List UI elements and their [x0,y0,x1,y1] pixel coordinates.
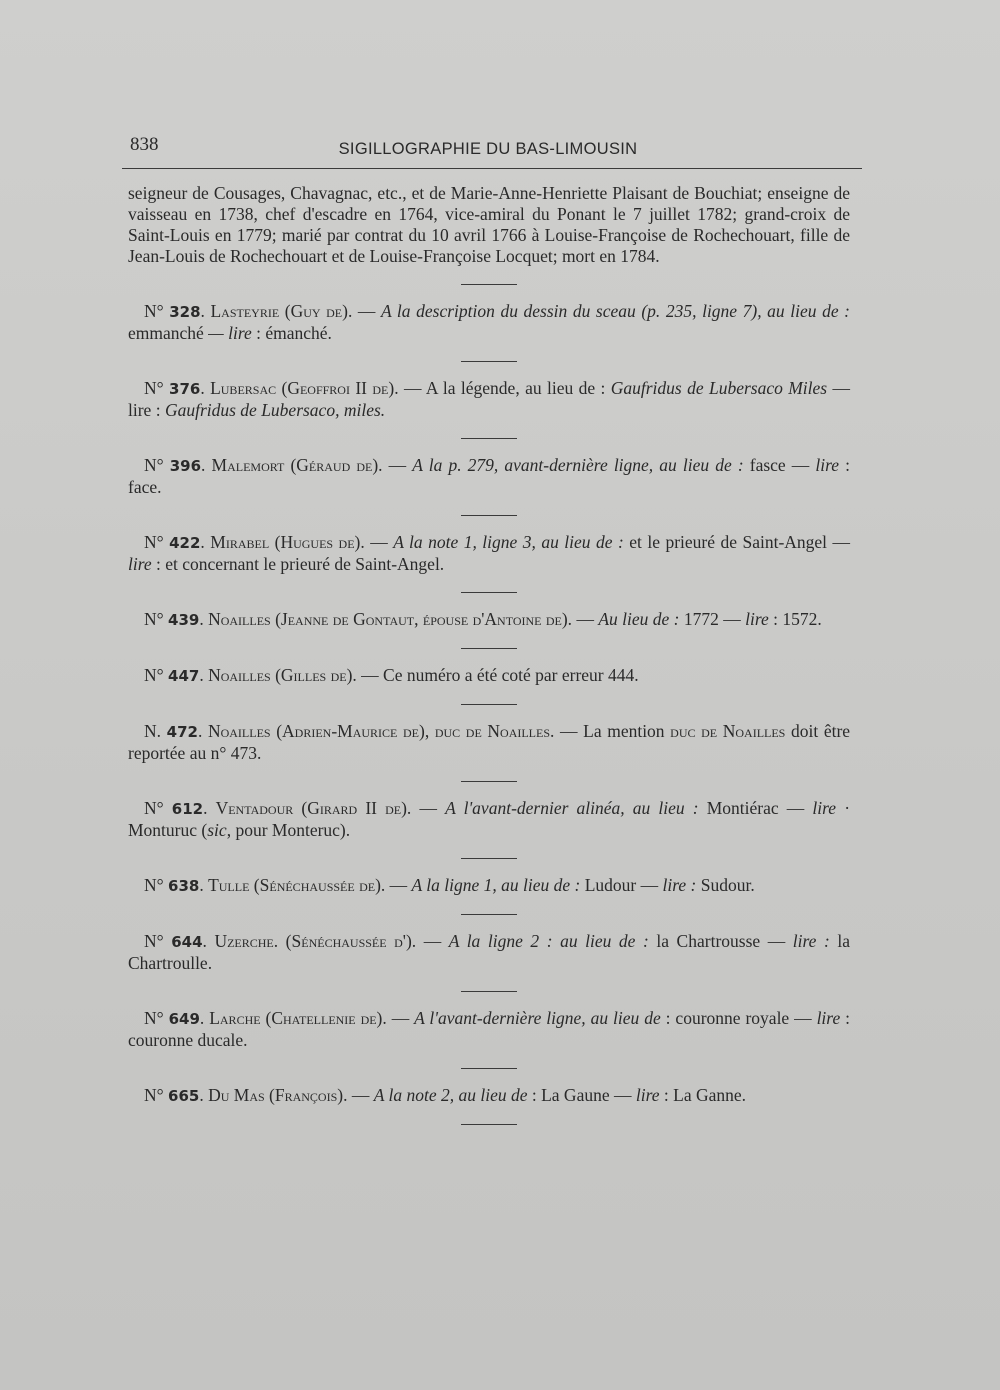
entry-text: Montiérac — [698,798,813,818]
errata-entry: N° 447. Noailles (Gilles de). — Ce numéro a été coté par erreur 444. [144,665,639,685]
section-divider [461,1068,517,1069]
entry-number: 644 [171,933,203,951]
entry-text: fasce — [743,455,816,475]
entry-text: emmanché [128,323,209,343]
entry-name: Noailles (Gilles de). [208,665,357,685]
entry-number: 328 [169,303,201,321]
entry-text: A la p. 279, avant-dernière ligne, au lieu de : [412,455,744,475]
page-header [128,132,848,172]
running-title: SIGILLOGRAPHIE DU BAS-LIMOUSIN [338,140,638,158]
entry-text: la Chartroulle. [128,931,850,973]
entry-text: lire [635,1085,660,1105]
section-divider [461,361,517,362]
entry-text: A l'avant-dernier alinéa, au lieu : [445,798,699,818]
section-divider [461,991,517,992]
entry-text: A la note 1, ligne 3, au lieu de : [393,532,624,552]
entry-number: 447 [168,667,200,685]
entry-text: A la note 2, au lieu de [373,1085,528,1105]
entry-name: Noailles (Jeanne de Gontaut, épouse d'Antoine de). [208,609,573,629]
entry-prefix: N° [144,301,170,321]
entry-text: — La mention [554,721,671,741]
entry-text: lire [815,455,840,475]
entry-text: Gaufridus de Lubersaco, miles. [164,400,386,420]
entry-text: — [347,1085,374,1105]
entry-text: : 1572. [768,609,822,629]
errata-entry: N° 638. Tulle (Sénéchaussée de). — A la ligne 1, au lieu de : Ludour — lire : Sudour. [144,875,755,895]
entry-text: A la ligne 2 : au lieu de : [448,931,649,951]
entry-prefix: N° [144,1008,169,1028]
entry-text: : émanché. [251,323,332,343]
entry-number: 638 [168,877,200,895]
entry-text: duc de Noailles. [434,721,555,741]
entry-text: lire [816,1008,841,1028]
entry-text: duc de Noailles [670,721,786,741]
entry-prefix: N° [144,455,170,475]
errata-entry: N° 644. Uzerche. (Sénéchaussée d'). — A la ligne 2 : au lieu de : la Chartrousse — lire : la Chartroulle. [128,931,850,973]
entry-prefix: N° [144,532,170,552]
entry-number: 439 [168,611,200,629]
errata-list [128,284,850,1125]
entry-text: — lire [208,323,252,343]
entry-name: Mirabel (Hugues de). [210,532,365,552]
errata-entry: N° 439. Noailles (Jeanne de Gontaut, épouse d'Antoine de). — Au lieu de : 1772 — lire : 1572. [144,609,822,629]
entry-text: — [411,798,446,818]
section-divider [461,592,517,593]
entry-text: Au lieu de : [598,609,680,629]
section-divider [461,515,517,516]
entry-text: · Monturuc ( [128,798,851,840]
entry-text: — [364,532,394,552]
entry-number: 376 [169,380,201,398]
entry-prefix: N° [144,378,170,398]
entry-text: — lire : [128,378,850,420]
errata-entry: N° 376. Lubersac (Geoffroi II de). — A la légende, au lieu de : Gaufridus de Lubersaco Miles — lire : Gaufridus de Lubersaco, miles. [128,378,850,420]
errata-entry: N° 422. Mirabel (Hugues de). — A la note 1, ligne 3, au lieu de : et le prieuré de Saint-Angel — lire : et concernant le prieuré de Saint-Angel. [128,532,851,574]
entry-text: — [416,931,449,951]
header-rule [122,168,862,169]
entry-text: lire : [792,931,830,951]
entry-prefix: N° [144,609,169,629]
entry-number: 665 [168,1087,200,1105]
entry-text: : La Ganne. [659,1085,747,1105]
entry-text: — [386,1008,415,1028]
entry-text: — [385,875,412,895]
errata-entry: N° 665. Du Mas (François). — A la note 2, au lieu de : La Gaune — lire : La Ganne. [144,1085,747,1105]
entry-text: : couronne ducale. [128,1008,851,1050]
entry-text: Gaufridus de Lubersaco Miles [610,378,828,398]
entry-prefix: N° [144,875,169,895]
errata-entry: N° 612. Ventadour (Girard II de). — A l'avant-dernier alinéa, au lieu : Montiérac — lire · Monturuc (sic, pour Monteruc). [128,798,851,840]
entry-name: Uzerche. (Sénéchaussée d'). [214,931,417,951]
section-divider [461,914,517,915]
section-divider [461,704,517,705]
entry-name: Lubersac (Geoffroi II de). [210,378,399,398]
section-divider [461,438,517,439]
entry-text: : face. [128,455,851,497]
entry-text: 1772 — [679,609,746,629]
entry-name: Du Mas (François). [208,1085,348,1105]
section-divider [461,648,517,649]
entry-text: : La Gaune — [527,1085,636,1105]
entry-prefix: N° [144,798,172,818]
entry-number: 612 [171,800,204,818]
entry-prefix: N° [144,665,169,685]
entry-text: , pour Monteruc). [226,820,351,840]
section-divider [461,781,517,782]
entry-text: la Chartrousse — [648,931,793,951]
entry-number: 396 [169,457,202,475]
entry-prefix: N° [144,931,172,951]
section-divider [461,858,517,859]
entry-text: — [352,301,381,321]
entry-text: — Ce numéro a été coté par erreur 444. [356,665,639,685]
intro-paragraph: seigneur de Cousages, Chavagnac, etc., et de Marie-Anne-Henriette Plaisant de Bouchiat; enseigne de vaisseau en 1738, chef d'escadre en 1764, vice-amiral du Ponant le 7 juillet 1782; grand-croix de Saint-Louis en 1779; marié par contrat du 10 avril 1766 à Louise-Françoise de Rochechouart, fille de Jean-Louis de Rochechouart et de Louise-Françoise Locquet; mort en 1784. [128,183,850,266]
entry-text: : couronne royale — [660,1008,817,1028]
entry-name: Larche (Chatellenie de). [209,1008,387,1028]
entry-text: et le prieuré de Saint-Angel — [623,532,851,552]
page-number: 838 [130,134,159,155]
page-content [128,183,850,1141]
entry-text: A la ligne 1, au lieu de : [411,875,581,895]
entry-prefix: N° [144,1085,169,1105]
entry-name: Ventadour (Girard II de). [215,798,412,818]
section-divider [461,284,517,285]
entry-text: lire [128,554,152,574]
section-divider [461,1124,517,1125]
entry-name: Noailles (Adrien-Maurice de), [207,721,430,741]
entry-text: lire : [662,875,697,895]
errata-entry: N° 649. Larche (Chatellenie de). — A l'avant-dernière ligne, au lieu de : couronne royale — lire : couronne ducale. [128,1008,851,1050]
entry-text: A l'avant-dernière ligne, au lieu de [414,1008,661,1028]
errata-entry: N° 396. Malemort (Géraud de). — A la p. 279, avant-dernière ligne, au lieu de : fasce — lire : face. [128,455,851,497]
entry-name: Lasteyrie (Guy de). [210,301,353,321]
entry-text: lire [745,609,769,629]
entry-name: Tulle (Sénéchaussée de). [208,875,386,895]
entry-text: lire [812,798,837,818]
entry-number: 472 [166,723,198,741]
entry-text: Sudour. [696,875,755,895]
entry-text: — A la légende, au lieu de : [398,378,611,398]
entry-text: doit être reportée au n° 473. [128,721,851,763]
entry-text: — [572,609,599,629]
errata-entry: N. 472. Noailles (Adrien-Maurice de), duc de Noailles. — La mention duc de Noailles doit être reportée au n° 473. [128,721,851,763]
entry-number: 649 [168,1010,200,1028]
entry-text: sic [207,820,227,840]
entry-text: — [382,455,413,475]
errata-entry: N° 328. Lasteyrie (Guy de). — A la description du dessin du sceau (p. 235, ligne 7), au lieu de : emmanché — lire : émanché. [128,301,850,343]
entry-text: : et concernant le prieuré de Saint-Angel. [151,554,445,574]
entry-text: A la description du dessin du sceau (p. 235, ligne 7), au lieu de : [380,301,850,321]
entry-text: Ludour — [580,875,663,895]
entry-prefix: N. [144,721,167,741]
entry-name: Malemort (Géraud de). [211,455,383,475]
entry-number: 422 [169,534,201,552]
